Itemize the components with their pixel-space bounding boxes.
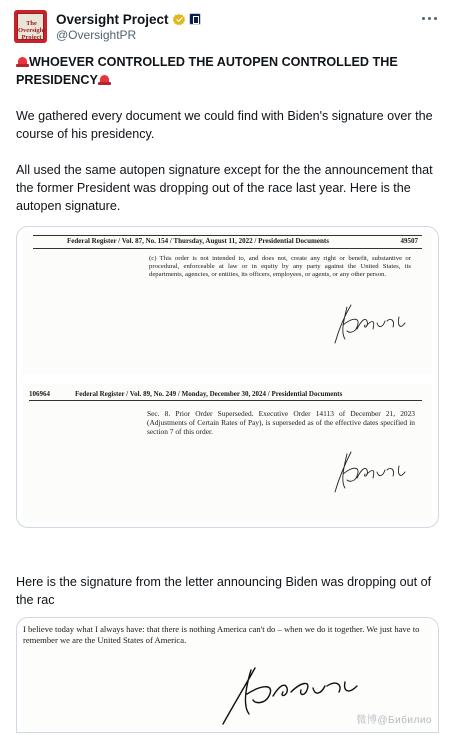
post-headline: [16, 53, 442, 89]
federal-register-page-2024: [23, 384, 432, 522]
autopen-signature-1: [323, 299, 418, 347]
post-paragraph-1: We gathered every document we could find with Biden's signature over the course of his presidency.: [16, 109, 433, 141]
post-paragraph-3: Here is the signature from the letter announcing Biden was dropping out of the rac: [16, 575, 432, 607]
doc2-body: Sec. 8. Prior Order Superseded. Executive Order 14113 of December 21, 2023 (Adjustments of Certain Rates of Pay), is superseded as of the effective dates specified in section 7 of this order.: [147, 409, 415, 437]
avatar-text: The Oversight Project: [18, 20, 46, 41]
affiliate-badge-icon: [189, 13, 201, 25]
siren-icon: [16, 55, 29, 67]
more-options-icon[interactable]: [420, 10, 440, 26]
doc1-page-number: 49507: [400, 237, 418, 245]
siren-icon: [98, 73, 111, 85]
autopen-signature-2: [323, 446, 418, 496]
federal-register-page-2022: [23, 231, 432, 374]
author-name-row: [56, 11, 201, 27]
doc2-header: Federal Register / Vol. 89, No. 249 / Monday, December 30, 2024 / Presidential Documents: [75, 390, 343, 398]
media-image-federal-register[interactable]: [16, 226, 439, 528]
doc1-header: Federal Register / Vol. 87, No. 154 / Thursday, August 11, 2022 / Presidential Documents: [67, 237, 329, 245]
post-paragraph-2: All used the same autopen signature except for the the announcement that the former President was dropping out of the race last year. Here is the autopen signature.: [16, 163, 433, 213]
weibo-watermark: 微博@Бибилио: [356, 715, 432, 726]
headline-text: WHOEVER CONTROLLED THE AUTOPEN CONTROLLED THE PRESIDENCY: [16, 55, 398, 87]
verified-badge-icon: [173, 13, 186, 26]
author-display-name[interactable]: Oversight Project: [56, 11, 169, 27]
author-handle[interactable]: @OversightPR: [56, 28, 137, 42]
doc1-body: (c) This order is not intended to, and does not, create any right or benefit, substantive or procedural, enforceable at law or in equity by any party against the United States, its departments, agencies, or entities, its officers, employees, or agents, or any other person.: [149, 255, 411, 279]
letter-text: I believe today what I always have: that there is nothing America can't do – when we do it together. We just have to remember we are the United States of America.: [23, 624, 420, 645]
letter-signature: [215, 660, 365, 730]
avatar-logo: [17, 13, 44, 40]
media-image-letter[interactable]: [16, 617, 439, 733]
avatar[interactable]: [14, 10, 47, 43]
doc2-page-number: 106964: [29, 390, 50, 398]
post-header: [14, 10, 440, 46]
